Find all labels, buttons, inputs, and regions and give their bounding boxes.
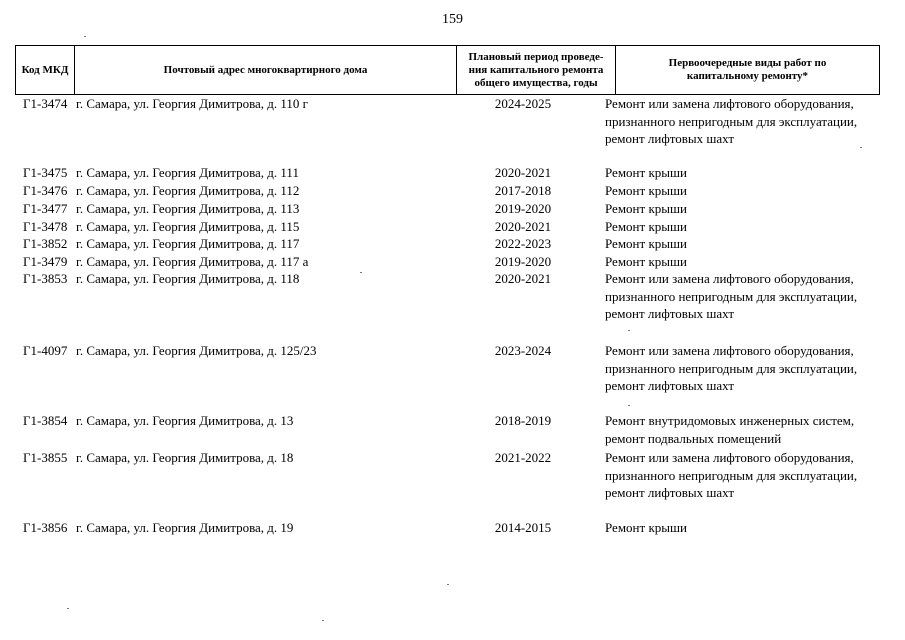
row-address: г. Самара, ул. Георгия Димитрова, д. 13 — [76, 413, 294, 428]
row-address: г. Самара, ул. Георгия Димитрова, д. 118 — [76, 271, 300, 286]
header-works: Первоочередные виды работ по капитальному ремонту* — [668, 57, 827, 82]
scan-speck — [322, 620, 324, 621]
row-period: 2024-2025 — [494, 96, 552, 111]
row-period: 2014-2015 — [494, 520, 552, 535]
row-period: 2018-2019 — [494, 413, 552, 428]
row-address: г. Самара, ул. Георгия Димитрова, д. 112 — [76, 183, 300, 198]
row-code: Г1-3475 — [23, 165, 68, 180]
scan-speck — [447, 584, 449, 585]
row-period: 2022-2023 — [494, 236, 552, 251]
row-code: Г1-3854 — [23, 413, 68, 428]
row-code: Г1-3855 — [23, 450, 68, 465]
table-header — [15, 45, 880, 95]
scan-speck — [84, 36, 86, 37]
row-works: Ремонт крыши — [605, 183, 687, 198]
row-works: Ремонт или замена лифтового оборудования, признанного непригодным для эксплуатации, ремонт лифтовых шахт — [605, 343, 858, 393]
scan-speck — [360, 272, 362, 273]
row-works: Ремонт крыши — [605, 165, 687, 180]
row-period: 2020-2021 — [494, 165, 552, 180]
row-code: Г1-3479 — [23, 254, 68, 269]
row-period: 2021-2022 — [494, 450, 552, 465]
row-code: Г1-3852 — [23, 236, 68, 251]
row-code: Г1-3476 — [23, 183, 68, 198]
scan-speck — [860, 147, 862, 148]
row-address: г. Самара, ул. Георгия Димитрова, д. 18 — [76, 450, 294, 465]
row-address: г. Самара, ул. Георгия Димитрова, д. 111 — [76, 165, 299, 180]
row-code: Г1-3853 — [23, 271, 68, 286]
row-code: Г1-3856 — [23, 520, 68, 535]
row-works: Ремонт внутридомовых инженерных систем, ремонт подвальных помещений — [605, 413, 855, 446]
row-works: Ремонт или замена лифтового оборудования, признанного непригодным для эксплуатации, ремонт лифтовых шахт — [605, 271, 858, 321]
header-code: Код МКД — [16, 46, 75, 94]
row-code: Г1-3474 — [23, 96, 68, 111]
header-period — [457, 46, 616, 94]
row-works: Ремонт крыши — [605, 201, 687, 216]
page-number: 159 — [442, 12, 463, 27]
row-works: Ремонт крыши — [605, 254, 687, 269]
row-code: Г1-3478 — [23, 219, 68, 234]
row-works: Ремонт крыши — [605, 219, 687, 234]
row-address: г. Самара, ул. Георгия Димитрова, д. 125/23 — [76, 343, 317, 358]
row-period: 2019-2020 — [494, 254, 552, 269]
row-code: Г1-3477 — [23, 201, 68, 216]
row-period: 2023-2024 — [494, 343, 552, 358]
header-address: Почтовый адрес многоквартирного дома — [75, 46, 457, 94]
row-code: Г1-4097 — [23, 343, 68, 358]
row-address: г. Самара, ул. Георгия Димитрова, д. 110 г — [76, 96, 309, 111]
scan-speck — [628, 405, 630, 406]
row-works: Ремонт или замена лифтового оборудования, признанного непригодным для эксплуатации, ремонт лифтовых шахт — [605, 96, 858, 146]
row-period: 2019-2020 — [494, 201, 552, 216]
row-works: Ремонт или замена лифтового оборудования, признанного непригодным для эксплуатации, ремонт лифтовых шахт — [605, 450, 858, 500]
header-period-text: Плановый период проведе- ния капитального ремонта общего имущества, годы — [468, 50, 604, 89]
row-period: 2020-2021 — [494, 271, 552, 286]
row-address: г. Самара, ул. Георгия Димитрова, д. 115 — [76, 219, 300, 234]
row-period: 2020-2021 — [494, 219, 552, 234]
row-address: г. Самара, ул. Георгия Димитрова, д. 113 — [76, 201, 300, 216]
row-address: г. Самара, ул. Георгия Димитрова, д. 117 — [76, 236, 300, 251]
row-period: 2017-2018 — [494, 183, 552, 198]
row-address: г. Самара, ул. Георгия Димитрова, д. 117 а — [76, 254, 309, 269]
row-address: г. Самара, ул. Георгия Димитрова, д. 19 — [76, 520, 294, 535]
scan-speck — [67, 608, 69, 609]
row-works: Ремонт крыши — [605, 520, 687, 535]
row-works: Ремонт крыши — [605, 236, 687, 251]
scan-speck — [628, 330, 630, 331]
